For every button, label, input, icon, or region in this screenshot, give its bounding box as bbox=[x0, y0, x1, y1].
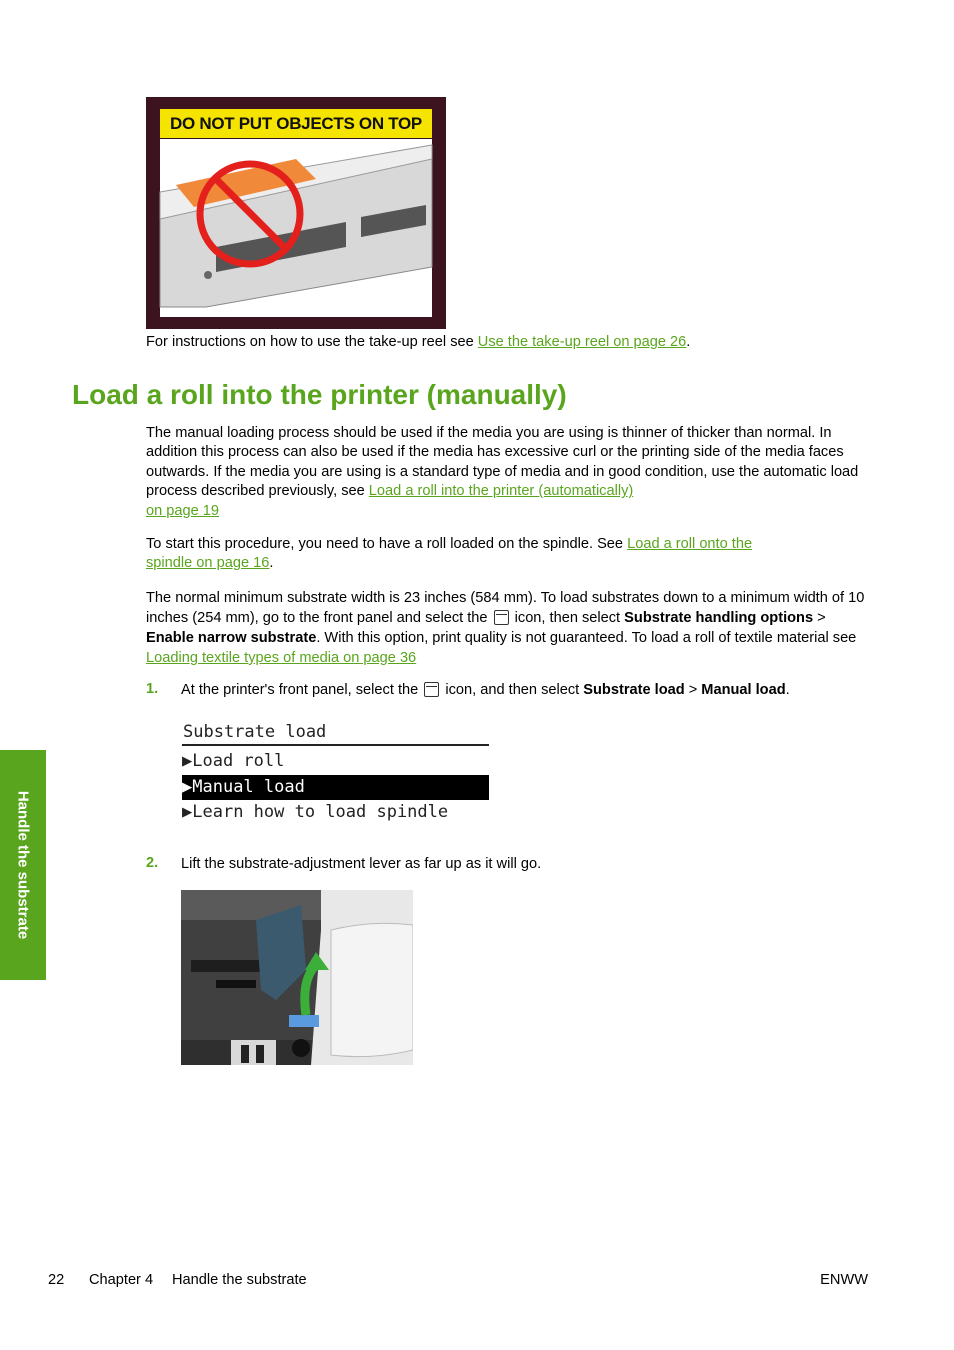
textile-media-link[interactable]: Loading textile types of media on page 36 bbox=[146, 650, 417, 666]
setup-menu-icon bbox=[494, 610, 509, 625]
page-title: Load a roll into the printer (manually) bbox=[72, 379, 567, 410]
para2-text: To start this procedure, you need to have a roll loaded on the spindle. See bbox=[146, 536, 628, 552]
spindle-paragraph bbox=[146, 535, 868, 574]
step1-text2: icon, and then select bbox=[441, 682, 584, 698]
menu-arrow-icon: ▶ bbox=[182, 751, 193, 771]
step1-end: . bbox=[785, 682, 790, 698]
menu-item-label: Manual load bbox=[192, 777, 305, 797]
front-panel-menu bbox=[182, 720, 489, 830]
para3-text2: icon, then select bbox=[510, 610, 625, 626]
para3-text3: . With this option, print quality is not guaranteed. To load a roll of textile material see bbox=[316, 630, 857, 646]
step-1-number: 1. bbox=[146, 681, 159, 697]
footer-page-number: 22 bbox=[48, 1272, 65, 1288]
step-1-text bbox=[181, 681, 871, 700]
footer-chapter: Chapter 4 bbox=[89, 1272, 154, 1288]
para3-text1: The normal minimum substrate width is 23 inches (584 mm). To load substrates down to a minimum width of 10 inches (254 mm), go to the front panel and select the bbox=[146, 590, 865, 626]
lever-photo bbox=[181, 890, 413, 1065]
step-2-number: 2. bbox=[146, 855, 159, 871]
step1-text1: At the printer's front panel, select the bbox=[181, 682, 423, 698]
warning-sign-image bbox=[146, 97, 446, 329]
menu-divider bbox=[182, 744, 489, 746]
intro-suffix: . bbox=[686, 334, 691, 350]
para3-sep: > bbox=[813, 610, 826, 626]
spindle-link[interactable]: Load a roll onto the bbox=[627, 536, 753, 552]
side-tab-label: Handle the substrate bbox=[14, 790, 32, 940]
menu-item-label: Learn how to load spindle bbox=[192, 802, 449, 822]
menu-arrow-icon: ▶ bbox=[182, 802, 193, 822]
substrate-menu-icon bbox=[424, 682, 439, 697]
manual-load-label: Manual load bbox=[701, 682, 786, 698]
lever-illustration bbox=[181, 890, 413, 1065]
menu-item-label: Load roll bbox=[192, 751, 285, 771]
para1-text: The manual loading process should be used if the media you are using is thinner of thicker than normal. In addition this process can also be used if the media has excessive curl or the printing side of the media faces outwards. If the media you are using is a standard type of media and in good condition, use the automatic load process described previously, see bbox=[146, 425, 859, 500]
step-2-text: Lift the substrate-adjustment lever as far up as it will go. bbox=[181, 856, 542, 872]
para2-suffix: . bbox=[269, 555, 274, 572]
menu-item-learn-spindle[interactable] bbox=[182, 800, 489, 824]
menu-item-load-roll[interactable] bbox=[182, 749, 489, 773]
menu-item-manual-load[interactable] bbox=[182, 775, 489, 800]
substrate-load-label: Substrate load bbox=[583, 682, 685, 698]
enable-narrow-substrate: Enable narrow substrate bbox=[146, 630, 317, 646]
footer-enww: ENWW bbox=[820, 1272, 868, 1288]
intro-paragraph bbox=[146, 333, 866, 352]
chapter-side-tab bbox=[0, 750, 46, 980]
take-up-reel-link[interactable]: Use the take-up reel on page 26 bbox=[477, 334, 687, 350]
menu-arrow-icon: ▶ bbox=[182, 777, 193, 797]
intro-prefix: For instructions on how to use the take-up reel see bbox=[146, 334, 478, 350]
footer bbox=[48, 1272, 868, 1292]
footer-chapter-title: Handle the substrate bbox=[172, 1272, 307, 1288]
auto-load-link[interactable]: Load a roll into the printer (automatically) bbox=[368, 483, 634, 500]
step1-sep: > bbox=[684, 682, 702, 698]
substrate-handling-options: Substrate handling options bbox=[624, 610, 814, 626]
auto-load-page-link[interactable]: on page 19 bbox=[146, 502, 220, 519]
spindle-page-link[interactable]: spindle on page 16 bbox=[146, 555, 270, 572]
narrow-substrate-paragraph bbox=[146, 588, 870, 668]
menu-title: Substrate load bbox=[183, 722, 327, 742]
warning-sign-text: DO NOT PUT OBJECTS ON TOP bbox=[170, 114, 422, 133]
manual-loading-paragraph bbox=[146, 424, 868, 521]
